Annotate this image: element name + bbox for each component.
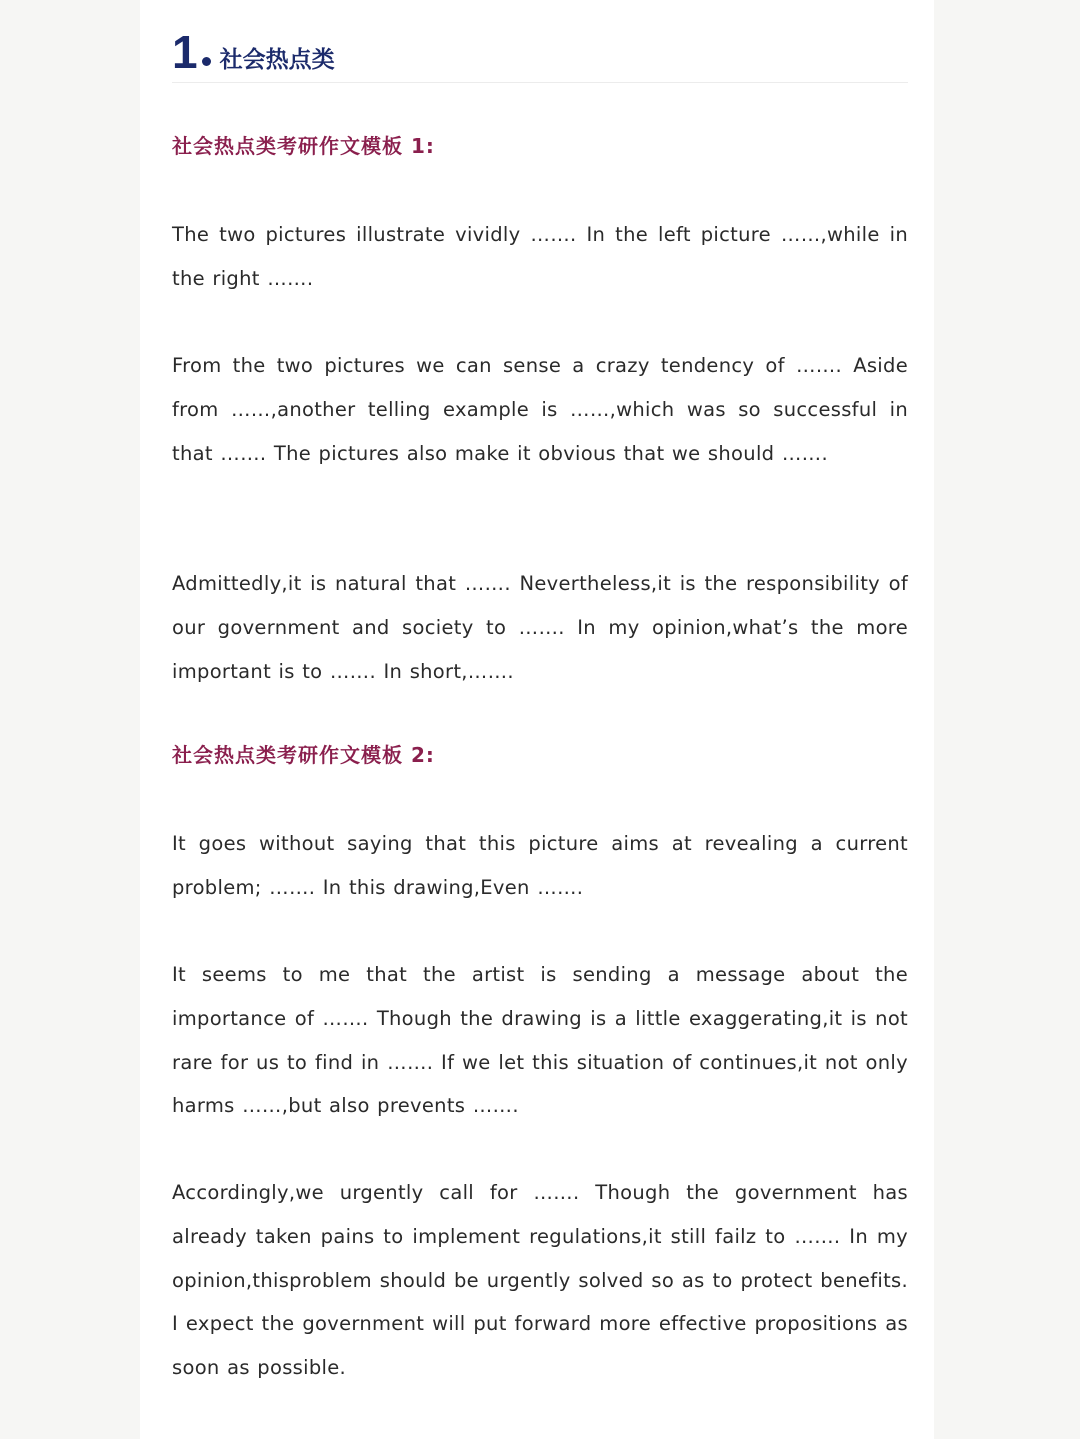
- template-2-title: 社会热点类考研作文模板 2:: [172, 743, 435, 767]
- template-1-paragraph-1: The two pictures illustrate vividly ……. In the left picture ……,while in the right …….: [172, 223, 908, 290]
- template-2-paragraph-1: It goes without saying that this picture aims at revealing a current problem; ……. In this drawing,Even …….: [172, 832, 908, 899]
- section-title: 社会热点类: [219, 46, 335, 73]
- section-header: [172, 22, 908, 82]
- template-2-paragraph-2: It seems to me that the artist is sending a message about the importance of ……. Though the drawing is a little exaggerating,it is not rare for us to find in ……. If we let this situation of continues,it not only harms ……,but also prevents …….: [172, 963, 908, 1118]
- document-page: [140, 0, 934, 1439]
- section-divider: [172, 82, 908, 83]
- template-1-title: 社会热点类考研作文模板 1:: [172, 134, 435, 158]
- template-1-paragraph-3: Admittedly,it is natural that ……. Nevertheless,it is the responsibility of our government and society to ……. In my opinion,what’s the more important is to ……. In short,…….: [172, 572, 908, 683]
- section-dot-icon: [202, 57, 211, 66]
- section-number: 1: [172, 26, 196, 78]
- template-1-paragraph-2: From the two pictures we can sense a crazy tendency of ……. Aside from ……,another telling example is ……,which was so successful in that ……. The pictures also make it obvious that we should …….: [172, 354, 908, 465]
- template-2-paragraph-3: Accordingly,we urgently call for ……. Though the government has already taken pains to implement regulations,it still failz to ……. In my opinion,thisproblem should be urgently solved so as to protect benefits. I expect the government will put forward more effective propositions as soon as possible.: [172, 1181, 908, 1380]
